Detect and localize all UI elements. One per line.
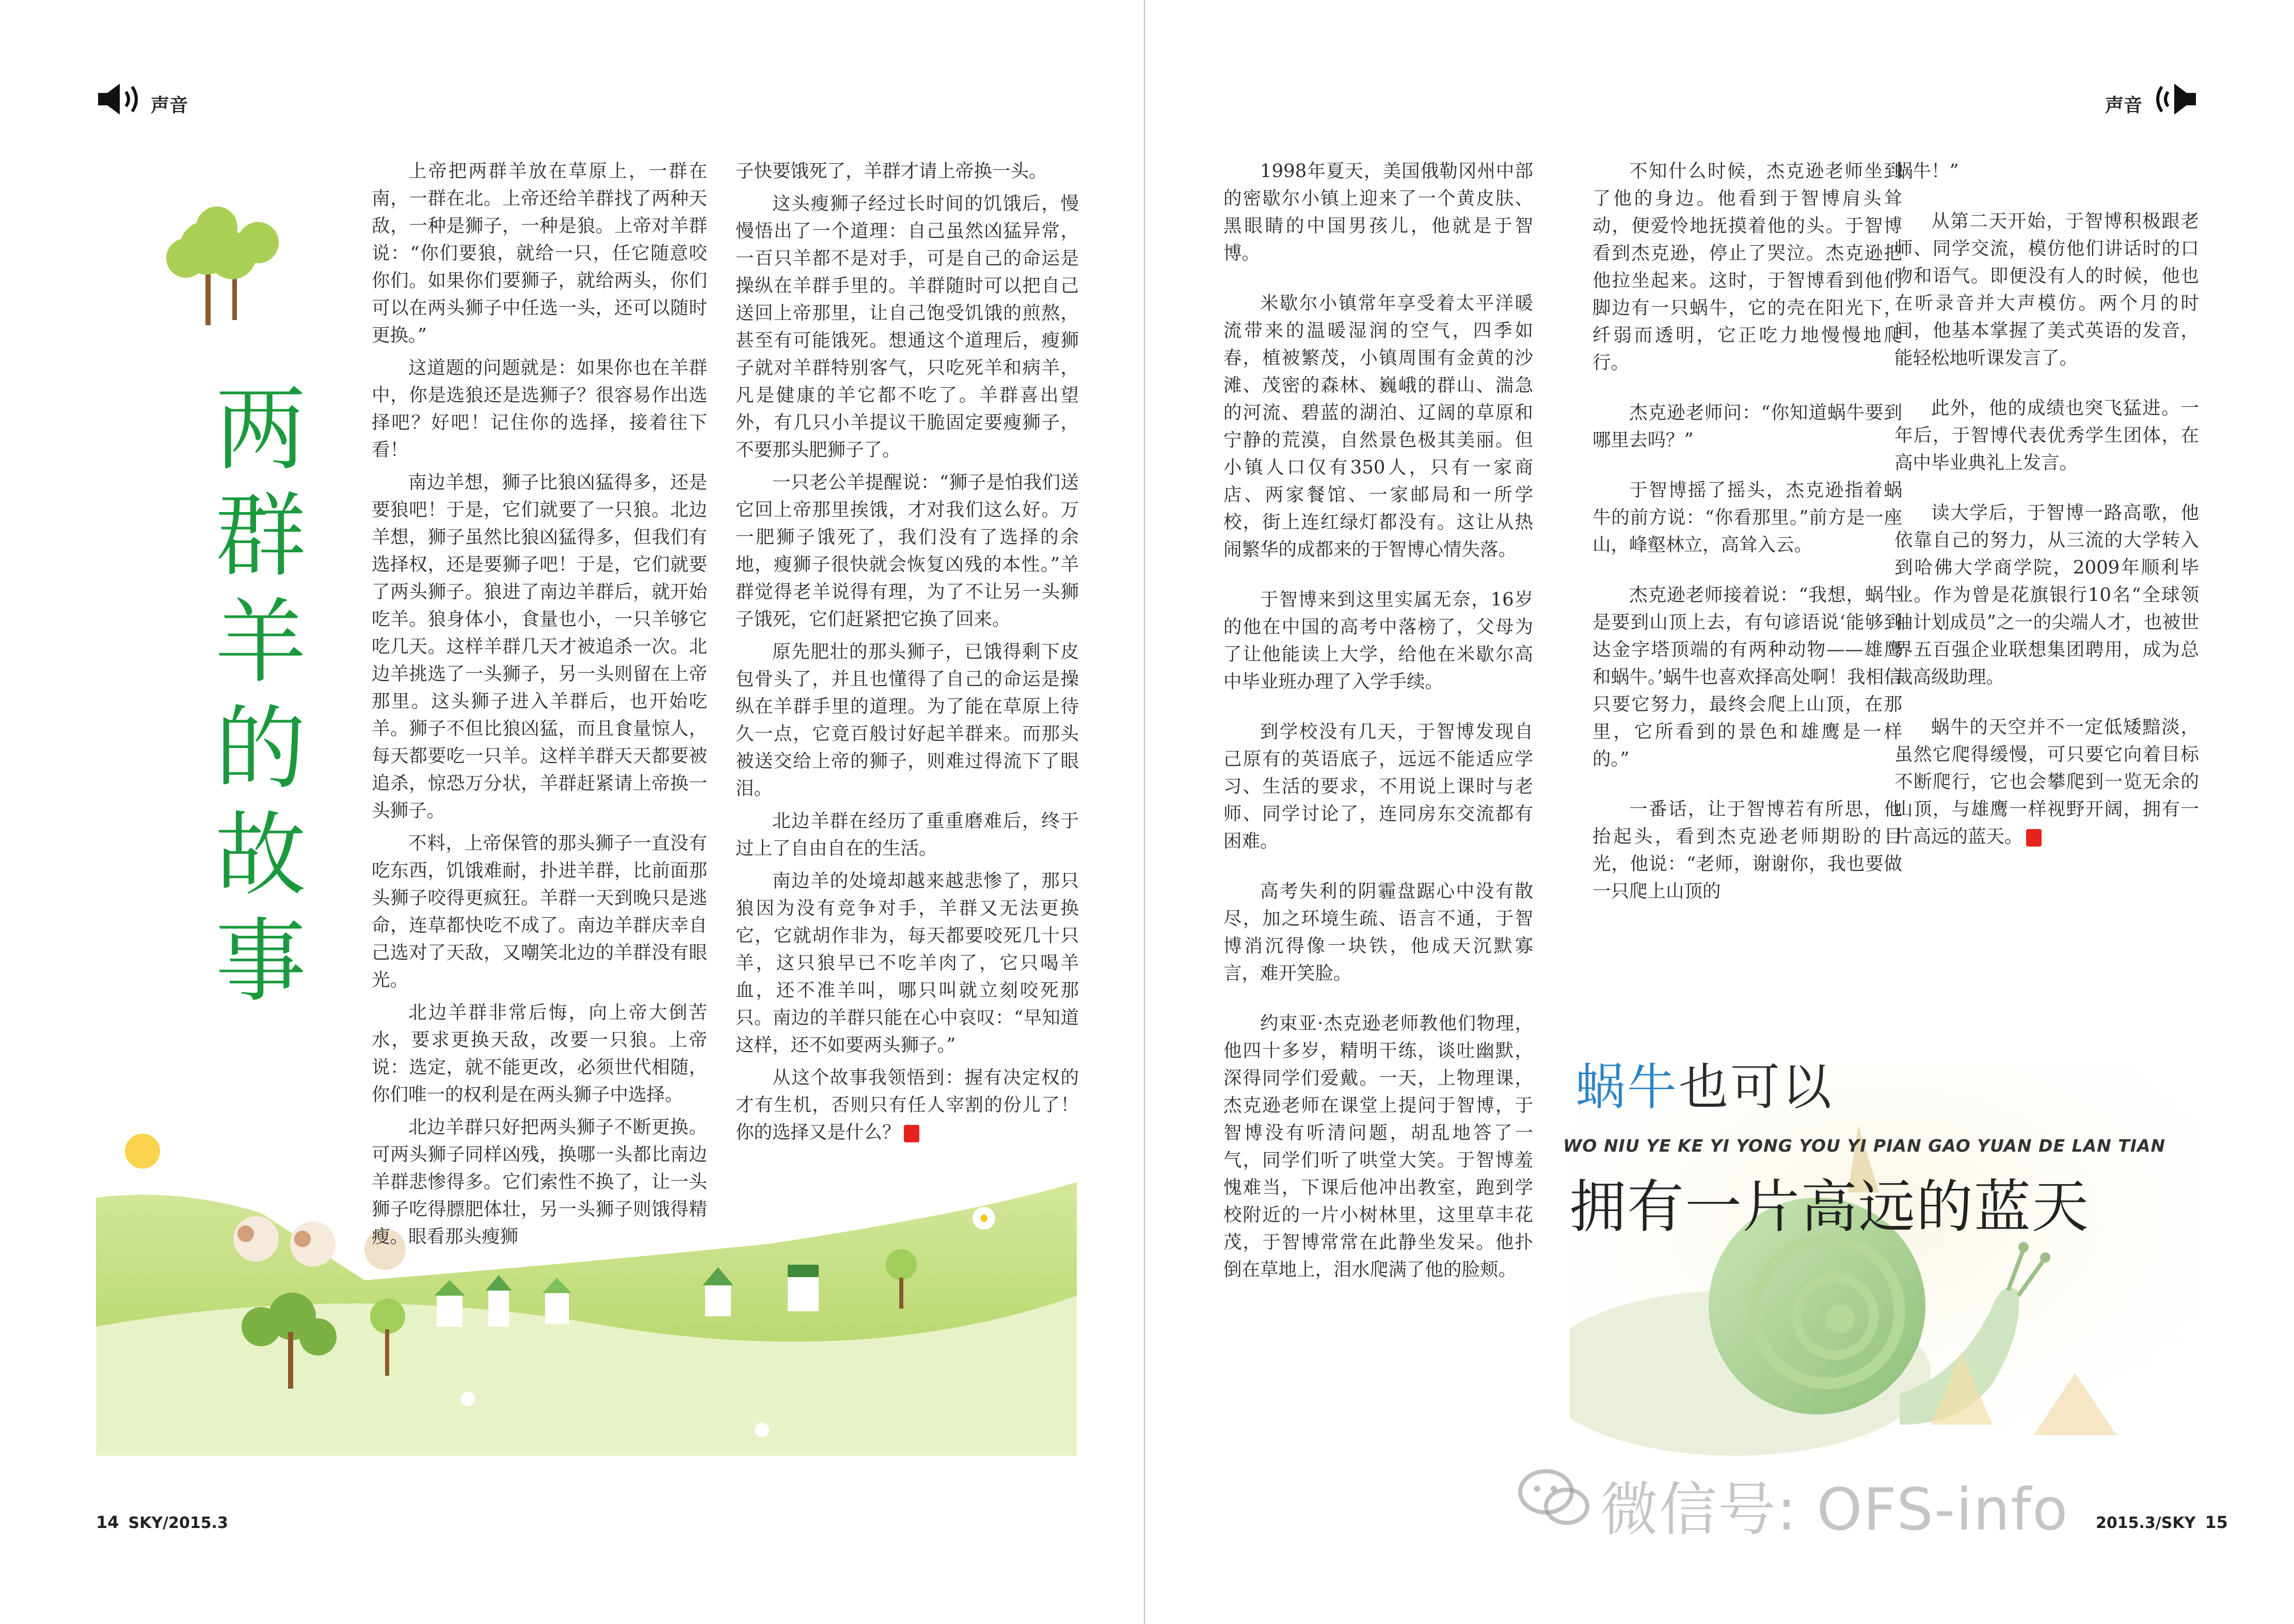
paragraph: 杰克逊老师问：“你知道蜗牛要到哪里去吗？” xyxy=(1592,402,1902,451)
page-number: 14 xyxy=(96,1512,119,1532)
title-char: 故 xyxy=(215,802,306,908)
paragraph: 这道题的问题就是：如果你也在羊群中，你是选狼还是选狮子？很容易作出选择吧？好吧！记住你的选择，接着往下看！ xyxy=(372,357,707,460)
headline-line-2: 拥有一片高远的蓝天 xyxy=(1569,1174,2090,1240)
paragraph-last xyxy=(736,1064,1079,1146)
paragraph: 南边羊想，狮子比狼凶猛得多，还是要狼吧！于是，它们就要了一只狼。北边羊想，狮子虽然比狼凶猛得多，但我们有选择权，还是要狮子吧！于是，它们就要了两头狮子。狼进了南边羊群后，就开始吃羊。狼身体小，食量也小，一只羊够它吃几天。这样羊群几天才被追杀一次。北边羊挑选了一头狮子，另一头则留在上帝那里。这头狮子进入羊群后，也开始吃羊。狮子不但比狼凶猛，而且食量惊人，每天都要吃一只羊。这样羊群天天都要被追杀，惊恐万分状，羊群赶紧请上帝换一头狮子。 xyxy=(372,472,707,821)
title-char: 群 xyxy=(215,483,306,589)
watermark-text: 微信号: OFS-info xyxy=(1600,1476,2069,1543)
paragraph: 1998年夏天，美国俄勒冈州中部的密歇尔小镇上迎来了一个黄皮肤、黑眼睛的中国男孩儿，他就是于智博。 xyxy=(1223,161,1533,264)
paragraph-text: 从这个故事我领悟到：握有决定权的才有生机，否则只有任人宰割的份儿了！你的选择又是什么？ xyxy=(736,1067,1079,1143)
paragraph: 米歇尔小镇常年享受着太平洋暖流带来的温暖湿润的空气，四季如春，植被繁茂，小镇周围有金黄的沙滩、茂密的森林、巍峨的群山、湍急的河流、碧蓝的湖泊、辽阔的草原和宁静的荒漠，自然景色极其美丽。但小镇人口仅有350人，只有一家商店、两家餐馆、一家邮局和一所学校，街上连红绿灯都没有。这让从热闹繁华的成都来的于智博心情失落。 xyxy=(1223,293,1533,560)
paragraph: 约束亚·杰克逊老师教他们物理，他四十多岁，精明干练，谈吐幽默，深得同学们爱戴。一天，上物理课，杰克逊老师在课堂上提问于智博，于智博没有听清问题，胡乱地答了一气，同学们听了哄堂大笑。于智博羞愧难当，下课后他冲出教室，跑到学校附近的一片小树林里，这里草丰花茂，于智博常常在此静坐发呆。他扑倒在草地上，泪水爬满了他的脸颊。 xyxy=(1223,1013,1533,1280)
page-number: 15 xyxy=(2205,1512,2228,1532)
paragraph: 读大学后，于智博一路高歌，他依靠自己的努力，从三流的大学转入到哈佛大学商学院，2009年顺利毕业。作为曾是花旗银行10名“全球领袖计划成员”之一的尖端人才，也被世界五百强企业联想集团聘用，成为总裁高级助理。 xyxy=(1894,502,2199,688)
paragraph: 从第二天开始，于智博积极跟老师、同学交流，模仿他们讲话时的口吻和语气。即便没有人的时候，他也在听录音并大声模仿。两个月的时间，他基本掌握了美式英语的发音，能轻松地听课发言了。 xyxy=(1894,211,2199,369)
paragraph: 蜗牛！” xyxy=(1894,161,1959,182)
paragraph: 南边羊的处境却越来越悲惨了，那只狼因为没有竞争对手，羊群又无法更换它，它就胡作非为，每天都要咬死几十只羊，这只狼早已不吃羊肉了，它只喝羊血，还不准羊叫，哪只叫就立刻咬死那只。南边的羊群只能在心中哀叹：“早知道这样，还不如要两头狮子。” xyxy=(736,870,1079,1056)
issue-label: SKY/2015.3 xyxy=(128,1514,228,1532)
title-char: 的 xyxy=(215,696,306,802)
headline-highlight: 蜗牛 xyxy=(1575,1058,1679,1116)
title-char: 羊 xyxy=(215,590,306,695)
paragraph: 不知什么时候，杰克逊老师坐到了他的身边。他看到于智博肩头耸动，便爱怜地抚摸着他的头。于智博看到杰克逊，停止了哭泣。杰克逊把他拉坐起来。这时，于智博看到他们脚边有一只蜗牛，它的壳在阳光下，纤弱而透明，它正吃力地慢慢地爬行。 xyxy=(1592,161,1902,373)
paragraph-text: 蜗牛的天空并不一定低矮黯淡，虽然它爬得缓慢，可只要它向着目标不断爬行，它也会攀爬到一览无余的山顶，与雄鹰一样视野开阔，拥有一片高远的蓝天。 xyxy=(1894,717,2199,847)
headline-line-1 xyxy=(1575,1048,1834,1119)
paragraph: 于智博摇了摇头，杰克逊指着蜗牛的前方说：“你看那里。”前方是一座山，峰壑林立，高耸入云。 xyxy=(1592,480,1902,555)
right-column-3 xyxy=(1894,157,2199,855)
paragraph: 杰克逊老师接着说：“我想，蜗牛是要到山顶上去，有句谚语说‘能够到达金字塔顶端的有两种动物——雄鹰和蜗牛。’蜗牛也喜欢择高处啊！我相信只要它努力，最终会爬上山顶，在那里，它所看到的景色和雄鹰是一样的。” xyxy=(1592,584,1902,770)
left-column-1 xyxy=(372,157,707,1255)
section-label-right: 声音 xyxy=(2105,95,2143,116)
paragraph: 一只老公羊提醒说：“狮子是怕我们送它回上帝那里挨饿，才对我们这么好。万一肥狮子饿死了，我们没有了选择的余地，瘦狮子很快就会恢复凶残的本性。”羊群觉得老羊说得有理，为了不让另一头狮子饿死，它们赶紧把它换了回来。 xyxy=(736,472,1079,630)
article-title xyxy=(199,377,323,1015)
tree-illustration xyxy=(155,206,289,330)
end-mark-icon: :) xyxy=(2026,829,2042,847)
paragraph: 到学校没有几天，于智博发现自己原有的英语底子，远远不能适应学习、生活的要求，不用说上课时与老师、同学讨论了，连同房东交流都有困难。 xyxy=(1223,721,1533,852)
paragraph: 北边羊群在经历了重重磨难后，终于过上了自由自在的生活。 xyxy=(736,810,1079,859)
page-gutter xyxy=(1144,0,1145,1624)
issue-label: 2015.3/SKY xyxy=(2096,1514,2196,1532)
paragraph: 此外，他的成绩也突飞猛进。一年后，于智博代表优秀学生团体，在高中毕业典礼上发言。 xyxy=(1894,397,2199,473)
paragraph: 这头瘦狮子经过长时间的饥饿后，慢慢悟出了一个道理：自己虽然凶猛异常，一百只羊都不是对手，可是自己的命运是操纵在羊群手里的。羊群随时可以把自己送回上帝那里，让自己饱受饥饿的煎熬，甚至有可能饿死。想通这个道理后，瘦狮子就对羊群特别客气，只吃死羊和病羊，凡是健康的羊它都不吃了。羊群喜出望外，有几只小羊提议干脆固定要瘦狮子，不要那头肥狮子了。 xyxy=(736,193,1079,460)
paragraph: 一番话，让于智博若有所思，他抬起头，看到杰克逊老师期盼的目光，他说：“老师，谢谢你，我也要做一只爬上山顶的 xyxy=(1592,799,1902,902)
paragraph: 北边羊群只好把两头狮子不断更换。可两头狮子同样凶残，换哪一头都比南边羊群悲惨得多。它们索性不换了，让一头狮子吃得膘肥体壮，另一头狮子则饿得精瘦。眼看那头瘦狮 xyxy=(372,1117,707,1247)
paragraph: 上帝把两群羊放在草原上，一群在南，一群在北。上帝还给羊群找了两种天敌，一种是狮子，一种是狼。上帝对羊群说：“你们要狼，就给一只，任它随意咬你们。如果你们要狮子，就给两头，你们可以在两头狮子中任选一头，还可以随时更换。” xyxy=(372,161,707,346)
title-char: 事 xyxy=(215,909,306,1014)
left-column-2 xyxy=(736,157,1079,1151)
paragraph: 于智博来到这里实属无奈，16岁的他在中国的高考中落榜了，父母为了让他能读上大学，给他在米歇尔高中毕业班办理了入学手续。 xyxy=(1223,589,1533,692)
paragraph: 不料，上帝保管的那头狮子一直没有吃东西，饥饿难耐，扑进羊群，比前面那头狮子咬得更疯狂。羊群一天到晚只是逃命，连草都快吃不成了。南边羊群庆幸自己选对了天敌，又嘲笑北边的羊群没有眼光。 xyxy=(372,833,707,991)
right-column-1 xyxy=(1223,157,1533,1288)
title-char: 两 xyxy=(215,377,306,483)
right-column-2 xyxy=(1592,157,1902,910)
section-label-left: 声音 xyxy=(151,95,188,116)
paragraph: 原先肥壮的那头狮子，已饿得剩下皮包骨头了，并且也懂得了自己的命运是操纵在羊群手里的道理。为了能在草原上待久一点，它竟百般讨好起羊群来。而那头被送交给上帝的狮子，则难过得流下了眼泪。 xyxy=(736,641,1079,799)
speaker-icon xyxy=(96,81,144,118)
footer-right xyxy=(2096,1512,2228,1532)
speaker-icon xyxy=(2150,81,2198,118)
wechat-icon xyxy=(1518,1466,1590,1528)
snail-illustration xyxy=(1569,1063,2199,1456)
paragraph: 子快要饿死了，羊群才请上帝换一头。 xyxy=(736,161,1047,182)
paragraph: 北边羊群非常后悔，向上帝大倒苦水，要求更换天敌，改要一只狼。上帝说：选定，就不能更改，必须世代相随，你们唯一的权利是在两头狮子中选择。 xyxy=(372,1002,707,1105)
footer-left xyxy=(96,1512,228,1532)
headline-text: 也可以 xyxy=(1679,1058,1834,1116)
paragraph-last xyxy=(1894,713,2199,850)
paragraph: 高考失利的阴霾盘踞心中没有散尽，加之环境生疏、语言不通，于智博消沉得像一块铁，他成天沉默寡言，难开笑脸。 xyxy=(1223,881,1533,984)
end-mark-icon: :) xyxy=(904,1125,919,1142)
headline-pinyin: WO NIU YE KE YI YONG YOU YI PIAN GAO YUAN DE LAN TIAN xyxy=(1563,1136,2166,1156)
